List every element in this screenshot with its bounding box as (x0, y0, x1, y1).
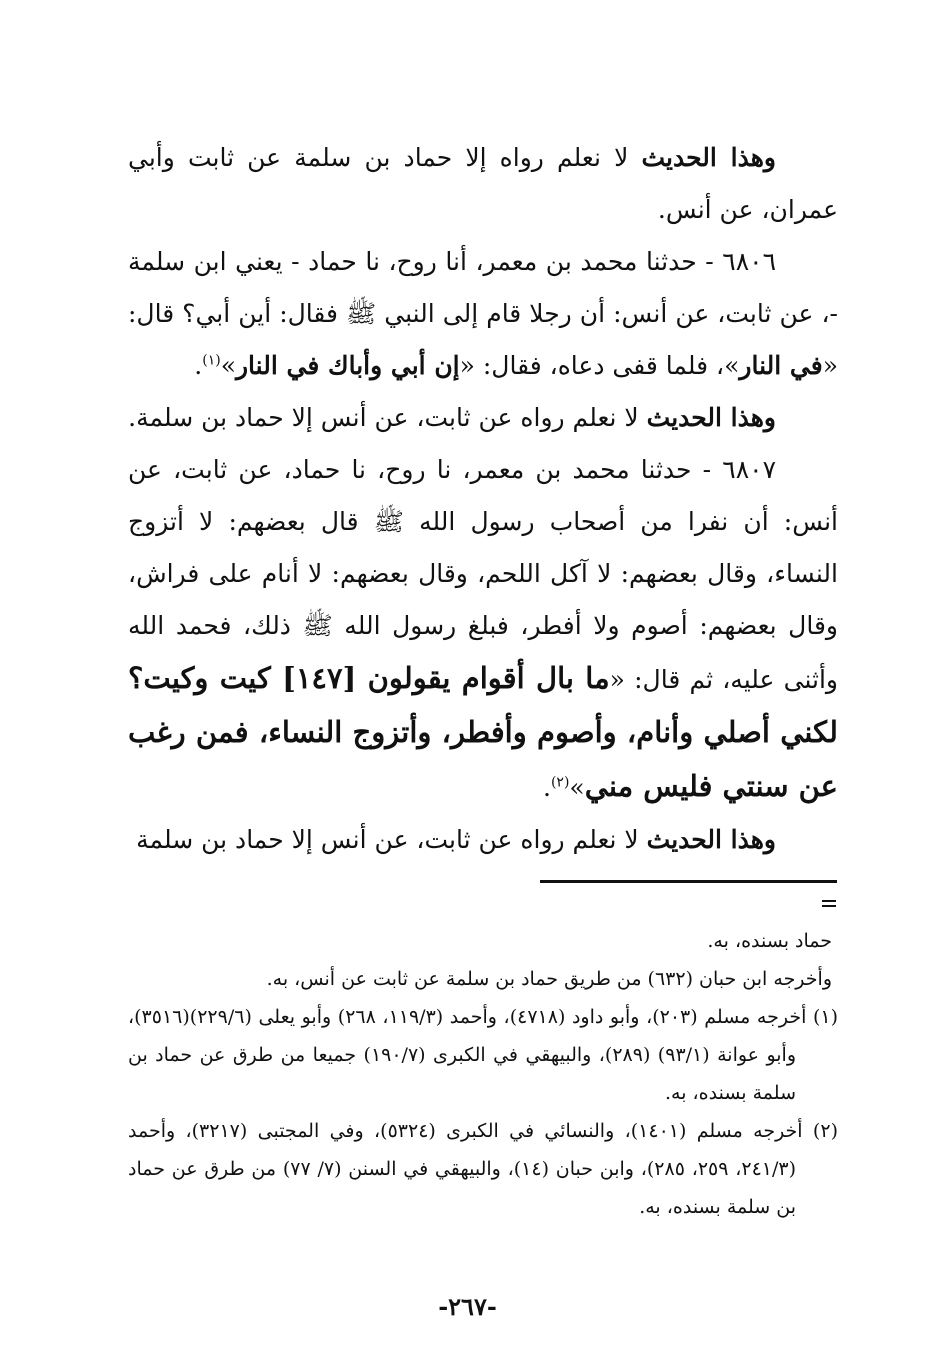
paragraph-5 (128, 814, 838, 866)
hadith-6806 (128, 236, 838, 392)
hadith-label: وهذا الحديث (641, 143, 777, 172)
hadith-label: وهذا الحديث (646, 403, 776, 432)
footnote-2: (٢) أخرجه مسلم (١٤٠١)، والنسائي في الكبرى (٥٣٢٤)، وفي المجتبى (٣٢١٧)، وأحمد (٢٤١/٣، ٢٥٩، ٢٨٥)، وابن حبان (١٤)، والبيهقي في السنن (٧/ ٧٧) من طرق عن حماد بن سلمة بسنده، به. (128, 1120, 838, 1218)
continuation-mark (822, 900, 836, 902)
paragraph-1 (128, 132, 838, 236)
hadith-text: ٦٨٠٦ - حدثنا محمد بن معمر، أنا روح، نا حماد - يعني ابن سلمة -، عن ثابت، عن أنس: أن رجلا قام إلى النبي ﷺ فقال: أين أبي؟ قال: « (128, 247, 838, 380)
prophetic-saying: إن أبي وأباك في النار (235, 351, 460, 380)
prophetic-saying: ما بال أقوام يقولون [١٤٧] كيت وكيت؟ لكني أصلي وأنام، وأصوم وأفطر، وأتزوج النساء، فمن رغب عن سنتي فليس مني (128, 661, 838, 803)
hadith-text: ٦٨٠٧ - حدثنا محمد بن معمر، نا روح، نا حماد، عن ثابت، عن أنس: أن نفرا من أصحاب رسول الله ﷺ قال بعضهم: لا أتزوج النساء، وقال بعضهم: لا آكل اللحم، وقال بعضهم: لا أنام على فراش، وقال بعضهم: أصوم ولا أفطر، فبلغ رسول الله ﷺ ذلك، فحمد الله وأثنى عليه، ثم قال: « (128, 455, 838, 694)
footnote-continuation: وأخرجه ابن حبان (٦٣٢) من طريق حماد بن سلمة عن ثابت عن أنس، به. (266, 968, 832, 990)
paragraph-3 (128, 392, 838, 444)
period: . (542, 773, 551, 802)
paragraph-text: لا نعلم رواه إلا حماد بن سلمة عن ثابت وأبي عمران، عن أنس. (128, 143, 838, 224)
period: . (194, 351, 203, 380)
footnote-ref: (١) (202, 352, 221, 369)
quote-close: » (569, 773, 585, 802)
hadith-6807 (128, 444, 838, 814)
footnote-continuation: حماد بسنده، به. (707, 930, 832, 952)
prophetic-saying: في النار (739, 351, 823, 380)
footnotes (128, 922, 838, 1226)
main-text (128, 132, 838, 866)
footnote-ref: (٢) (550, 774, 570, 791)
footnote-1: (١) أخرجه مسلم (٢٠٣)، وأبو داود (٤٧١٨)، وأحمد (١١٩/٣، ٢٦٨) وأبو يعلى (٢٢٩/٦)(٣٥١٦)، وأبو عوانة (٩٣/١) (٢٨٩)، والبيهقي في الكبرى (١٩٠/٧) جميعا من طرق عن حماد بن سلمة بسنده، به. (128, 1006, 839, 1104)
hadith-label: وهذا الحديث (646, 825, 776, 854)
paragraph-text: لا نعلم رواه عن ثابت، عن أنس إلا حماد بن سلمة. (128, 403, 647, 432)
quote-close: » (220, 351, 236, 380)
paragraph-text: لا نعلم رواه عن ثابت، عن أنس إلا حماد بن سلمة (136, 825, 647, 854)
footnote-separator (540, 880, 837, 883)
page-number: -٢٦٧- (438, 1292, 497, 1321)
hadith-text: »، فلما قفى دعاه، فقال: « (459, 351, 740, 380)
